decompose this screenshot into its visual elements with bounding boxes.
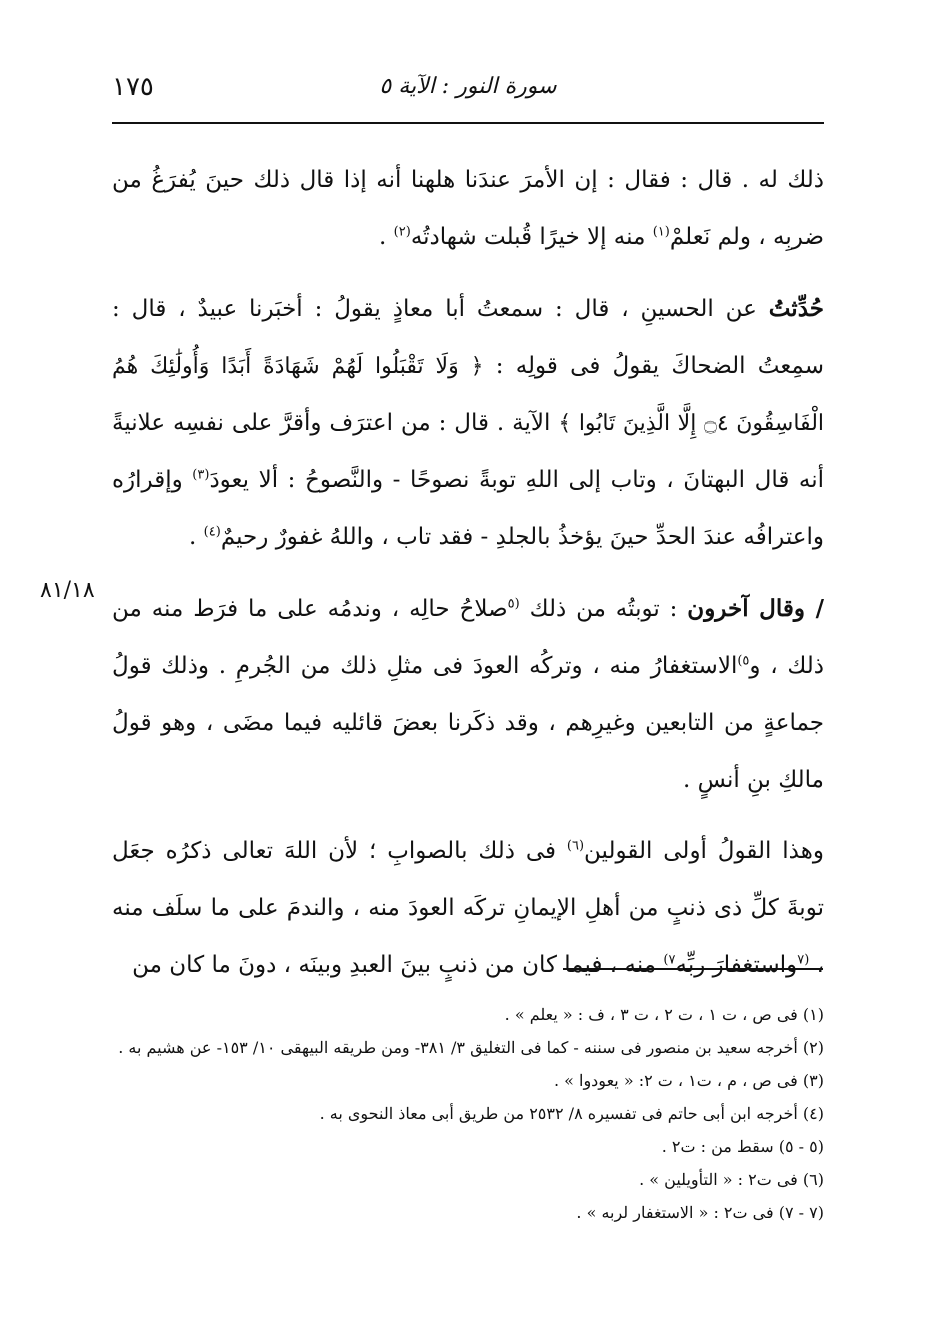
paragraph-text: الاستغفارُ منه ، وتركُه العودَ فى مثلِ ذلك من الجُرمِ . وذلك قولُ جماعةٍ من التابعين وغيرِهم ، وقد ذكَرنا بعضَ قائليه فيما مضَى ، وهو قولُ مالكِ بنِ أنسٍ . bbox=[112, 653, 824, 793]
footnote-marker: ٥) bbox=[737, 653, 750, 669]
footnote-marker: ٧) bbox=[663, 952, 676, 968]
paragraph-lead-word: حُدِّثتُ bbox=[768, 295, 824, 322]
footnote-marker: (٥ bbox=[507, 596, 520, 612]
footnotes bbox=[112, 998, 824, 1229]
quran-quote: ﴿ وَلَا تَقْبَلُوا لَهُمْ شَهَادَةً أَبَدًا وَأُولَٰئِكَ هُمُ الْفَاسِقُونَ ۝٤ إِلَّا الَّذِينَ تَابُوا ﴾ bbox=[112, 354, 825, 436]
paragraph-text: منه ، فيما كان من ذنبٍ بينَ العبدِ وبينَه ، دونَ ما كان من bbox=[132, 952, 664, 978]
footnote-3: (٣) فى ص ، م ، ت١ ، ت ٢: « يعودوا » . bbox=[553, 1071, 824, 1090]
paragraph-text: : توبتُه من ذلك bbox=[519, 596, 688, 622]
main-text bbox=[112, 152, 824, 994]
page-header bbox=[112, 72, 824, 112]
header-divider bbox=[112, 122, 824, 124]
footnote-1: (١) فى ص ، ت ١ ، ت ٢ ، ت ٣ ، ف : « يعلم » . bbox=[504, 1005, 824, 1024]
margin-reference: ٨١/١٨ bbox=[40, 578, 95, 603]
footnote-marker: (٢) bbox=[393, 224, 411, 240]
paragraph-text: وهذا القولُ أولى القولين bbox=[584, 838, 824, 864]
page-break-marker: / bbox=[815, 595, 824, 622]
footnote-marker: (٧ bbox=[797, 952, 810, 968]
paragraph-text: الآية . قال : من اعترَف وأقرَّ على نفسِه علانيةً أنه قال البهتانَ ، وتاب إلى اللهِ توبةً نصوحًا - والنَّصوحُ : ألا يعودَ bbox=[112, 410, 824, 493]
running-title: سورة النور : الآية ٥ bbox=[379, 74, 557, 99]
footnote-2: (٢) أخرجه سعيد بن منصور فى سننه - كما فى التغليق ٣/ ٣٨١- ومن طريقه البيهقى ١٠/ ١٥٣- عن هشيم به . bbox=[118, 1038, 824, 1057]
paragraph-text: وإقرارُه واعترافُه عندَ الحدِّ حينَ يؤخذُ بالجلدِ - فقد تاب ، واللهُ غفورٌ رحيمٌ bbox=[112, 467, 824, 550]
page-number: ١٧٥ bbox=[112, 72, 154, 102]
footnote-marker: (١) bbox=[652, 224, 670, 240]
paragraph-2 bbox=[112, 280, 824, 566]
paragraph-lead-word: وقال آخرون bbox=[687, 595, 816, 622]
footnote-6: (٦) فى ت٢ : « التأويلين » . bbox=[639, 1170, 824, 1189]
paragraph-text: . bbox=[189, 524, 204, 550]
footnote-marker: (٣) bbox=[192, 467, 210, 483]
paragraph-text: منه إلا خيرًا قُبلت شهادتُه bbox=[410, 224, 653, 250]
paragraph-text: صلاحُ حالِه ، وندمُه على ما فرَط منه من ذلك ، و bbox=[112, 596, 824, 679]
paragraph-text: عن الحسينِ ، قال : سمعتُ أبا معاذٍ يقولُ : أخبَرنا عبيدٌ ، قال : سمِعتُ الضحاكَ يقولُ فى قولِه : bbox=[112, 296, 825, 379]
paragraph-text: واستغفارَ ربِّه bbox=[675, 952, 798, 978]
footnote-5: (٥ - ٥) سقط من : ت٢ . bbox=[661, 1137, 824, 1156]
footnote-divider bbox=[563, 968, 823, 970]
paragraph-text: ذلك له . قال : فقال : إن الأمرَ عندَنا هلهنا أنه إذا قال ذلك حينَ يُفرَغُ من ضربِه ، ولم نَعلمْ bbox=[112, 167, 824, 250]
paragraph-text: فى ذلك بالصوابِ ؛ لأن اللهَ تعالى ذكرُه جعَل توبةَ كلِّ ذى ذنبٍ من أهلِ الإيمانِ تركَه العودَ منه ، والندمَ على ما سلَف منه ، bbox=[112, 838, 824, 978]
paragraph-3 bbox=[112, 580, 824, 809]
paragraph-1 bbox=[112, 152, 824, 266]
footnote-7: (٧ - ٧) فى ت٢ : « الاستغفار لربه » . bbox=[576, 1203, 824, 1222]
footnote-4: (٤) أخرجه ابن أبى حاتم فى تفسيره ٨/ ٢٥٣٢ من طريق أبى معاذ النحوى به . bbox=[319, 1104, 824, 1123]
footnote-marker: (٦) bbox=[566, 838, 585, 854]
footnote-marker: (٤) bbox=[203, 524, 221, 540]
paragraph-text: . bbox=[379, 224, 394, 250]
